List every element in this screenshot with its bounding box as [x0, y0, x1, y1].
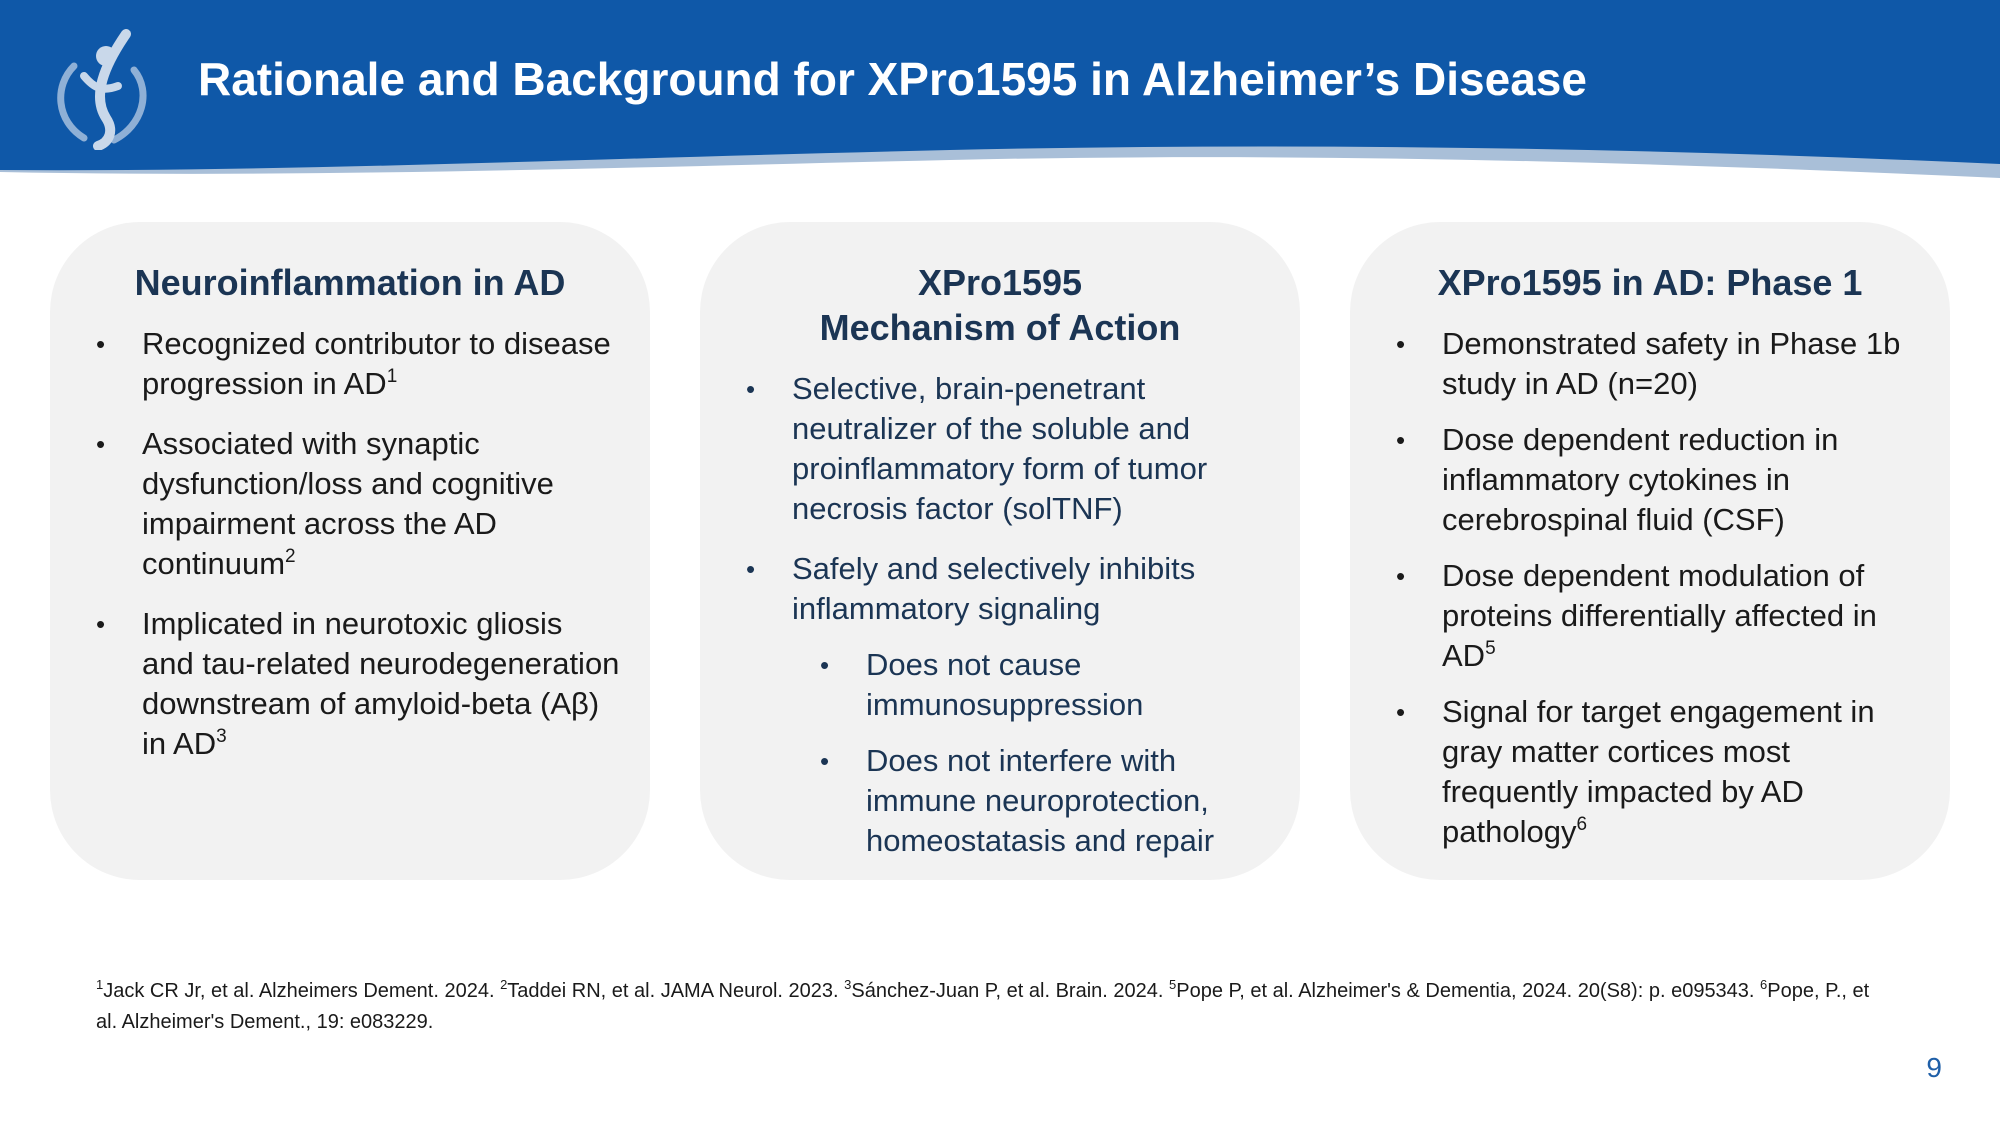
bullet-text: Associated with synaptic dysfunction/loss and cognitive impairment across the AD continuum — [142, 426, 554, 581]
bullet-item — [90, 324, 620, 404]
bullet-text: Selective, brain-penetrant neutralizer of the soluble and proinflammatory form of tumor necrosis factor (solTNF) — [792, 371, 1208, 526]
footnote-number: 2 — [500, 977, 508, 992]
human-figure-swirl-logo-icon — [44, 26, 154, 150]
bullet-text: Implicated in neurotoxic gliosis and tau-related neurodegeneration downstream of amyloid-beta (Aβ) in AD — [142, 606, 620, 761]
sub-bullet-list — [740, 645, 1270, 861]
footnote-text: Pope, P., et al. Alzheimer's Dement., 19: e083229. — [96, 980, 1870, 1033]
bullet-item — [1390, 420, 1920, 540]
card-body — [90, 324, 620, 784]
sub-bullet-item — [814, 645, 1270, 725]
card-title-line: Mechanism of Action — [819, 307, 1181, 348]
bullet-text: Recognized contributor to disease progression in AD — [142, 326, 611, 401]
page-title: Rationale and Background for XPro1595 in Alzheimer’s Disease — [198, 53, 1587, 105]
bullet-list — [90, 324, 620, 764]
bullet-item — [740, 369, 1270, 529]
footnote-ref: 2 — [285, 546, 296, 567]
bullet-text: Demonstrated safety in Phase 1b study in AD (n=20) — [1442, 326, 1901, 401]
sub-bullet-item — [814, 741, 1270, 861]
bullet-item — [740, 549, 1270, 629]
card-body — [740, 369, 1270, 877]
footnote-ref: 1 — [386, 366, 398, 387]
footnote-number: 6 — [1760, 977, 1768, 992]
bullet-item — [1390, 692, 1920, 852]
footnote-number: 1 — [96, 977, 104, 992]
header-band — [0, 0, 2000, 200]
bullet-text: Signal for target engagement in gray matter cortices most frequently impacted by AD pathology — [1442, 694, 1875, 849]
bullet-item — [1390, 324, 1920, 404]
card-title-line: Neuroinflammation in AD — [134, 262, 566, 303]
bullet-text: Dose dependent modulation of proteins differentially affected in AD — [1442, 558, 1877, 673]
footnote-ref: 3 — [216, 726, 227, 747]
bullet-text: Dose dependent reduction in inflammatory cytokines in cerebrospinal fluid (CSF) — [1442, 422, 1839, 537]
card-neuroinflammation — [50, 222, 650, 880]
card-phase-1 — [1350, 222, 1950, 880]
bullet-list — [1390, 324, 1920, 852]
footnote-ref: 6 — [1576, 814, 1588, 835]
page-number: 9 — [1926, 1052, 1942, 1083]
footnote-text: Pope P, et al. Alzheimer's & Dementia, 2024. 20(S8): p. e095343. — [1176, 980, 1761, 1002]
footnote-text: Jack CR Jr, et al. Alzheimers Dement. 2024. — [103, 980, 501, 1002]
card-title — [700, 260, 1300, 350]
bullet-item — [90, 424, 620, 584]
card-title-line: XPro1595 in AD: Phase 1 — [1437, 262, 1863, 303]
card-title-line: XPro1595 — [917, 262, 1083, 303]
footnotes — [96, 976, 1876, 1038]
card-body — [1390, 324, 1920, 872]
bullet-text: Does not interfere with immune neuroprotection, homeostatasis and repair — [866, 743, 1215, 858]
company-logo — [44, 26, 154, 150]
card-mechanism-of-action — [700, 222, 1300, 880]
card-title — [50, 260, 650, 305]
bullet-text: Does not cause immunosuppression — [866, 647, 1144, 722]
bullet-item — [1390, 556, 1920, 676]
bullet-item — [90, 604, 620, 764]
footnote-text: Taddei RN, et al. JAMA Neurol. 2023. — [507, 980, 845, 1002]
bullet-list — [740, 369, 1270, 629]
bullet-text: Safely and selectively inhibits inflammatory signaling — [792, 551, 1196, 626]
footnote-text: Sánchez-Juan P, et al. Brain. 2024. — [851, 980, 1169, 1002]
card-title — [1350, 260, 1950, 305]
footnote-number: 5 — [1169, 977, 1177, 992]
footnote-ref: 5 — [1485, 638, 1496, 659]
footnote-number: 3 — [844, 977, 852, 992]
